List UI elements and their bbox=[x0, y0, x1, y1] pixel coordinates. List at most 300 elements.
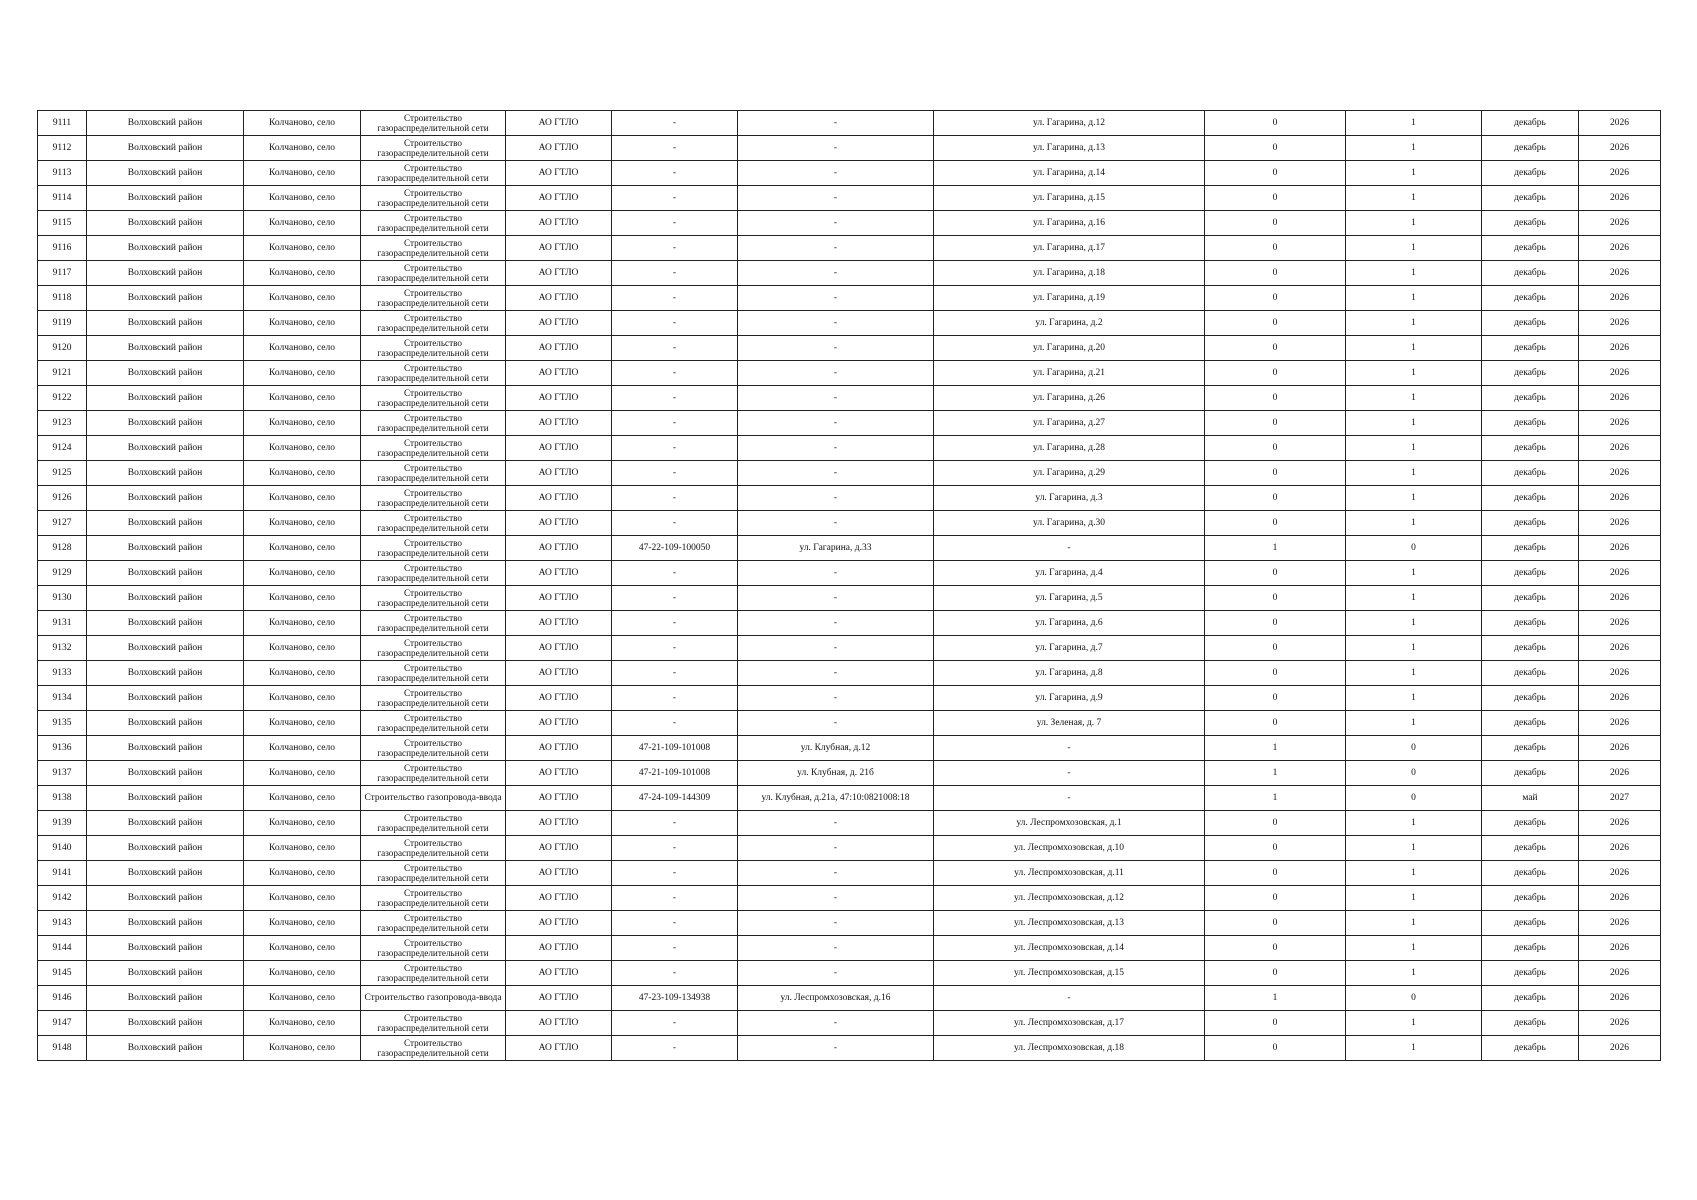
month-cell: декабрь bbox=[1482, 436, 1579, 461]
object-address-cell: - bbox=[738, 611, 934, 636]
year-cell: 2026 bbox=[1579, 1011, 1661, 1036]
object-address-cell: - bbox=[738, 336, 934, 361]
table-row bbox=[38, 486, 1661, 511]
month-cell: декабрь bbox=[1482, 136, 1579, 161]
work-type-cell: Строительство газораспределительной сети bbox=[361, 686, 506, 711]
address-cell: ул. Гагарина, д.17 bbox=[934, 236, 1205, 261]
count-b-cell: 1 bbox=[1346, 461, 1482, 486]
row-number: 9140 bbox=[38, 836, 87, 861]
organization-cell: АО ГТЛО bbox=[506, 286, 612, 311]
application-code-cell: - bbox=[612, 961, 738, 986]
table-row bbox=[38, 211, 1661, 236]
year-cell: 2026 bbox=[1579, 836, 1661, 861]
district-cell: Волховский район bbox=[87, 911, 244, 936]
object-address-cell: - bbox=[738, 661, 934, 686]
object-address-cell: - bbox=[738, 686, 934, 711]
row-number: 9147 bbox=[38, 1011, 87, 1036]
organization-cell: АО ГТЛО bbox=[506, 211, 612, 236]
year-cell: 2026 bbox=[1579, 461, 1661, 486]
month-cell: декабрь bbox=[1482, 736, 1579, 761]
work-type-cell: Строительство газораспределительной сети bbox=[361, 436, 506, 461]
locality-cell: Колчаново, село bbox=[244, 811, 361, 836]
object-address-cell: - bbox=[738, 911, 934, 936]
count-b-cell: 1 bbox=[1346, 486, 1482, 511]
work-type-cell: Строительство газораспределительной сети bbox=[361, 961, 506, 986]
object-address-cell: - bbox=[738, 636, 934, 661]
locality-cell: Колчаново, село bbox=[244, 936, 361, 961]
row-number: 9123 bbox=[38, 411, 87, 436]
work-type-cell: Строительство газораспределительной сети bbox=[361, 661, 506, 686]
year-cell: 2026 bbox=[1579, 1036, 1661, 1061]
count-b-cell: 1 bbox=[1346, 111, 1482, 136]
work-type-cell: Строительство газораспределительной сети bbox=[361, 636, 506, 661]
year-cell: 2026 bbox=[1579, 761, 1661, 786]
work-type-cell: Строительство газораспределительной сети bbox=[361, 711, 506, 736]
application-code-cell: - bbox=[612, 486, 738, 511]
application-code-cell: - bbox=[612, 1011, 738, 1036]
locality-cell: Колчаново, село bbox=[244, 911, 361, 936]
year-cell: 2026 bbox=[1579, 711, 1661, 736]
year-cell: 2026 bbox=[1579, 286, 1661, 311]
locality-cell: Колчаново, село bbox=[244, 511, 361, 536]
object-address-cell: - bbox=[738, 436, 934, 461]
work-type-cell: Строительство газораспределительной сети bbox=[361, 561, 506, 586]
count-a-cell: 0 bbox=[1205, 961, 1346, 986]
organization-cell: АО ГТЛО bbox=[506, 986, 612, 1011]
work-type-cell: Строительство газораспределительной сети bbox=[361, 161, 506, 186]
year-cell: 2026 bbox=[1579, 936, 1661, 961]
district-cell: Волховский район bbox=[87, 861, 244, 886]
count-b-cell: 0 bbox=[1346, 761, 1482, 786]
object-address-cell: - bbox=[738, 861, 934, 886]
address-cell: ул. Гагарина, д.7 bbox=[934, 636, 1205, 661]
object-address-cell: - bbox=[738, 936, 934, 961]
table-body bbox=[38, 111, 1661, 1061]
locality-cell: Колчаново, село bbox=[244, 536, 361, 561]
district-cell: Волховский район bbox=[87, 161, 244, 186]
count-a-cell: 0 bbox=[1205, 1011, 1346, 1036]
table-row bbox=[38, 661, 1661, 686]
district-cell: Волховский район bbox=[87, 686, 244, 711]
address-cell: ул. Гагарина, д.3 bbox=[934, 486, 1205, 511]
count-b-cell: 1 bbox=[1346, 561, 1482, 586]
organization-cell: АО ГТЛО bbox=[506, 386, 612, 411]
table-row bbox=[38, 611, 1661, 636]
work-type-cell: Строительство газораспределительной сети bbox=[361, 886, 506, 911]
application-code-cell: - bbox=[612, 386, 738, 411]
organization-cell: АО ГТЛО bbox=[506, 336, 612, 361]
application-code-cell: - bbox=[612, 436, 738, 461]
year-cell: 2026 bbox=[1579, 186, 1661, 211]
table-row bbox=[38, 886, 1661, 911]
address-cell: ул. Гагарина, д.5 bbox=[934, 586, 1205, 611]
object-address-cell: - bbox=[738, 311, 934, 336]
year-cell: 2026 bbox=[1579, 411, 1661, 436]
row-number: 9120 bbox=[38, 336, 87, 361]
work-type-cell: Строительство газораспределительной сети bbox=[361, 411, 506, 436]
application-code-cell: 47-24-109-144309 bbox=[612, 786, 738, 811]
organization-cell: АО ГТЛО bbox=[506, 911, 612, 936]
address-cell: ул. Гагарина, д.19 bbox=[934, 286, 1205, 311]
count-a-cell: 0 bbox=[1205, 336, 1346, 361]
work-type-cell: Строительство газораспределительной сети bbox=[361, 261, 506, 286]
count-a-cell: 0 bbox=[1205, 161, 1346, 186]
year-cell: 2026 bbox=[1579, 361, 1661, 386]
count-b-cell: 1 bbox=[1346, 611, 1482, 636]
organization-cell: АО ГТЛО bbox=[506, 136, 612, 161]
organization-cell: АО ГТЛО bbox=[506, 586, 612, 611]
count-a-cell: 0 bbox=[1205, 936, 1346, 961]
address-cell: ул. Гагарина, д.2 bbox=[934, 311, 1205, 336]
row-number: 9122 bbox=[38, 386, 87, 411]
organization-cell: АО ГТЛО bbox=[506, 486, 612, 511]
object-address-cell: - bbox=[738, 111, 934, 136]
table-row bbox=[38, 736, 1661, 761]
count-b-cell: 1 bbox=[1346, 1011, 1482, 1036]
work-type-cell: Строительство газораспределительной сети bbox=[361, 461, 506, 486]
locality-cell: Колчаново, село bbox=[244, 986, 361, 1011]
year-cell: 2026 bbox=[1579, 961, 1661, 986]
application-code-cell: - bbox=[612, 686, 738, 711]
address-cell: - bbox=[934, 736, 1205, 761]
application-code-cell: - bbox=[612, 586, 738, 611]
count-b-cell: 1 bbox=[1346, 511, 1482, 536]
count-a-cell: 1 bbox=[1205, 736, 1346, 761]
district-cell: Волховский район bbox=[87, 211, 244, 236]
organization-cell: АО ГТЛО bbox=[506, 261, 612, 286]
organization-cell: АО ГТЛО bbox=[506, 836, 612, 861]
district-cell: Волховский район bbox=[87, 961, 244, 986]
district-cell: Волховский район bbox=[87, 261, 244, 286]
month-cell: декабрь bbox=[1482, 186, 1579, 211]
district-cell: Волховский район bbox=[87, 136, 244, 161]
object-address-cell: ул. Клубная, д.21а, 47:10:0821008:18 bbox=[738, 786, 934, 811]
locality-cell: Колчаново, село bbox=[244, 711, 361, 736]
count-a-cell: 0 bbox=[1205, 261, 1346, 286]
month-cell: декабрь bbox=[1482, 686, 1579, 711]
district-cell: Волховский район bbox=[87, 386, 244, 411]
address-cell: ул. Гагарина, д.28 bbox=[934, 436, 1205, 461]
count-b-cell: 1 bbox=[1346, 386, 1482, 411]
locality-cell: Колчаново, село bbox=[244, 636, 361, 661]
address-cell: ул. Леспромхозовская, д.12 bbox=[934, 886, 1205, 911]
object-address-cell: - bbox=[738, 836, 934, 861]
locality-cell: Колчаново, село bbox=[244, 361, 361, 386]
locality-cell: Колчаново, село bbox=[244, 311, 361, 336]
count-b-cell: 1 bbox=[1346, 136, 1482, 161]
work-type-cell: Строительство газораспределительной сети bbox=[361, 311, 506, 336]
application-code-cell: - bbox=[612, 811, 738, 836]
locality-cell: Колчаново, село bbox=[244, 161, 361, 186]
locality-cell: Колчаново, село bbox=[244, 1011, 361, 1036]
month-cell: декабрь bbox=[1482, 311, 1579, 336]
month-cell: декабрь bbox=[1482, 911, 1579, 936]
year-cell: 2026 bbox=[1579, 486, 1661, 511]
locality-cell: Колчаново, село bbox=[244, 761, 361, 786]
row-number: 9129 bbox=[38, 561, 87, 586]
month-cell: декабрь bbox=[1482, 611, 1579, 636]
application-code-cell: - bbox=[612, 836, 738, 861]
district-cell: Волховский район bbox=[87, 186, 244, 211]
month-cell: декабрь bbox=[1482, 486, 1579, 511]
month-cell: декабрь bbox=[1482, 636, 1579, 661]
year-cell: 2026 bbox=[1579, 261, 1661, 286]
table-row bbox=[38, 561, 1661, 586]
count-a-cell: 0 bbox=[1205, 686, 1346, 711]
locality-cell: Колчаново, село bbox=[244, 686, 361, 711]
organization-cell: АО ГТЛО bbox=[506, 886, 612, 911]
district-cell: Волховский район bbox=[87, 511, 244, 536]
address-cell: ул. Гагарина, д.20 bbox=[934, 336, 1205, 361]
year-cell: 2026 bbox=[1579, 436, 1661, 461]
row-number: 9144 bbox=[38, 936, 87, 961]
count-a-cell: 0 bbox=[1205, 236, 1346, 261]
object-address-cell: - bbox=[738, 511, 934, 536]
row-number: 9138 bbox=[38, 786, 87, 811]
table-row bbox=[38, 686, 1661, 711]
month-cell: декабрь bbox=[1482, 761, 1579, 786]
organization-cell: АО ГТЛО bbox=[506, 686, 612, 711]
year-cell: 2026 bbox=[1579, 111, 1661, 136]
year-cell: 2026 bbox=[1579, 611, 1661, 636]
count-b-cell: 1 bbox=[1346, 411, 1482, 436]
object-address-cell: - bbox=[738, 186, 934, 211]
organization-cell: АО ГТЛО bbox=[506, 786, 612, 811]
count-a-cell: 0 bbox=[1205, 136, 1346, 161]
address-cell: ул. Леспромхозовская, д.14 bbox=[934, 936, 1205, 961]
row-number: 9130 bbox=[38, 586, 87, 611]
year-cell: 2026 bbox=[1579, 511, 1661, 536]
district-cell: Волховский район bbox=[87, 661, 244, 686]
count-a-cell: 0 bbox=[1205, 361, 1346, 386]
count-a-cell: 0 bbox=[1205, 461, 1346, 486]
work-type-cell: Строительство газораспределительной сети bbox=[361, 1036, 506, 1061]
district-cell: Волховский район bbox=[87, 286, 244, 311]
month-cell: декабрь bbox=[1482, 236, 1579, 261]
row-number: 9119 bbox=[38, 311, 87, 336]
count-a-cell: 0 bbox=[1205, 636, 1346, 661]
row-number: 9115 bbox=[38, 211, 87, 236]
organization-cell: АО ГТЛО bbox=[506, 111, 612, 136]
year-cell: 2026 bbox=[1579, 986, 1661, 1011]
district-cell: Волховский район bbox=[87, 486, 244, 511]
locality-cell: Колчаново, село bbox=[244, 886, 361, 911]
row-number: 9121 bbox=[38, 361, 87, 386]
row-number: 9143 bbox=[38, 911, 87, 936]
table-row bbox=[38, 536, 1661, 561]
count-b-cell: 1 bbox=[1346, 661, 1482, 686]
month-cell: декабрь bbox=[1482, 411, 1579, 436]
district-cell: Волховский район bbox=[87, 236, 244, 261]
table-row bbox=[38, 1036, 1661, 1061]
address-cell: ул. Гагарина, д.30 bbox=[934, 511, 1205, 536]
organization-cell: АО ГТЛО bbox=[506, 411, 612, 436]
organization-cell: АО ГТЛО bbox=[506, 236, 612, 261]
work-type-cell: Строительство газораспределительной сети bbox=[361, 836, 506, 861]
application-code-cell: 47-21-109-101008 bbox=[612, 761, 738, 786]
locality-cell: Колчаново, село bbox=[244, 661, 361, 686]
work-type-cell: Строительство газораспределительной сети bbox=[361, 111, 506, 136]
row-number: 9139 bbox=[38, 811, 87, 836]
row-number: 9141 bbox=[38, 861, 87, 886]
locality-cell: Колчаново, село bbox=[244, 561, 361, 586]
year-cell: 2026 bbox=[1579, 886, 1661, 911]
year-cell: 2026 bbox=[1579, 811, 1661, 836]
application-code-cell: - bbox=[612, 861, 738, 886]
count-b-cell: 1 bbox=[1346, 311, 1482, 336]
address-cell: ул. Гагарина, д.29 bbox=[934, 461, 1205, 486]
address-cell: ул. Леспромхозовская, д.11 bbox=[934, 861, 1205, 886]
month-cell: декабрь bbox=[1482, 211, 1579, 236]
object-address-cell: - bbox=[738, 286, 934, 311]
month-cell: декабрь bbox=[1482, 511, 1579, 536]
application-code-cell: - bbox=[612, 461, 738, 486]
application-code-cell: - bbox=[612, 561, 738, 586]
district-cell: Волховский район bbox=[87, 886, 244, 911]
application-code-cell: - bbox=[612, 286, 738, 311]
locality-cell: Колчаново, село bbox=[244, 461, 361, 486]
work-type-cell: Строительство газораспределительной сети bbox=[361, 211, 506, 236]
count-b-cell: 1 bbox=[1346, 961, 1482, 986]
table-row bbox=[38, 961, 1661, 986]
work-type-cell: Строительство газораспределительной сети bbox=[361, 186, 506, 211]
count-b-cell: 1 bbox=[1346, 911, 1482, 936]
count-b-cell: 0 bbox=[1346, 736, 1482, 761]
organization-cell: АО ГТЛО bbox=[506, 1036, 612, 1061]
work-type-cell: Строительство газораспределительной сети bbox=[361, 586, 506, 611]
address-cell: - bbox=[934, 536, 1205, 561]
address-cell: - bbox=[934, 986, 1205, 1011]
table-row bbox=[38, 111, 1661, 136]
application-code-cell: - bbox=[612, 311, 738, 336]
count-a-cell: 1 bbox=[1205, 786, 1346, 811]
row-number: 9126 bbox=[38, 486, 87, 511]
year-cell: 2026 bbox=[1579, 236, 1661, 261]
row-number: 9128 bbox=[38, 536, 87, 561]
gasification-table bbox=[37, 110, 1661, 1061]
object-address-cell: - bbox=[738, 386, 934, 411]
district-cell: Волховский район bbox=[87, 1036, 244, 1061]
count-a-cell: 0 bbox=[1205, 611, 1346, 636]
organization-cell: АО ГТЛО bbox=[506, 461, 612, 486]
month-cell: декабрь bbox=[1482, 961, 1579, 986]
address-cell: - bbox=[934, 761, 1205, 786]
row-number: 9117 bbox=[38, 261, 87, 286]
table-row bbox=[38, 136, 1661, 161]
work-type-cell: Строительство газораспределительной сети bbox=[361, 336, 506, 361]
application-code-cell: - bbox=[612, 886, 738, 911]
year-cell: 2026 bbox=[1579, 586, 1661, 611]
address-cell: ул. Гагарина, д.13 bbox=[934, 136, 1205, 161]
count-a-cell: 0 bbox=[1205, 836, 1346, 861]
table-row bbox=[38, 361, 1661, 386]
table-row bbox=[38, 1011, 1661, 1036]
organization-cell: АО ГТЛО bbox=[506, 736, 612, 761]
table-row bbox=[38, 286, 1661, 311]
organization-cell: АО ГТЛО bbox=[506, 561, 612, 586]
table-row bbox=[38, 236, 1661, 261]
object-address-cell: - bbox=[738, 411, 934, 436]
year-cell: 2026 bbox=[1579, 736, 1661, 761]
organization-cell: АО ГТЛО bbox=[506, 536, 612, 561]
locality-cell: Колчаново, село bbox=[244, 211, 361, 236]
month-cell: декабрь bbox=[1482, 361, 1579, 386]
work-type-cell: Строительство газораспределительной сети bbox=[361, 911, 506, 936]
object-address-cell: - bbox=[738, 886, 934, 911]
address-cell: ул. Гагарина, д.9 bbox=[934, 686, 1205, 711]
month-cell: декабрь bbox=[1482, 386, 1579, 411]
application-code-cell: 47-22-109-100050 bbox=[612, 536, 738, 561]
district-cell: Волховский район bbox=[87, 811, 244, 836]
year-cell: 2026 bbox=[1579, 386, 1661, 411]
application-code-cell: 47-21-109-101008 bbox=[612, 736, 738, 761]
month-cell: декабрь bbox=[1482, 111, 1579, 136]
object-address-cell: - bbox=[738, 361, 934, 386]
count-b-cell: 1 bbox=[1346, 1036, 1482, 1061]
address-cell: ул. Леспромхозовская, д.1 bbox=[934, 811, 1205, 836]
locality-cell: Колчаново, село bbox=[244, 436, 361, 461]
row-number: 9131 bbox=[38, 611, 87, 636]
address-cell: ул. Гагарина, д.12 bbox=[934, 111, 1205, 136]
table-row bbox=[38, 586, 1661, 611]
address-cell: ул. Гагарина, д.6 bbox=[934, 611, 1205, 636]
work-type-cell: Строительство газораспределительной сети bbox=[361, 811, 506, 836]
count-a-cell: 0 bbox=[1205, 186, 1346, 211]
month-cell: декабрь bbox=[1482, 986, 1579, 1011]
month-cell: декабрь bbox=[1482, 286, 1579, 311]
month-cell: декабрь bbox=[1482, 886, 1579, 911]
month-cell: декабрь bbox=[1482, 461, 1579, 486]
locality-cell: Колчаново, село bbox=[244, 586, 361, 611]
year-cell: 2026 bbox=[1579, 561, 1661, 586]
locality-cell: Колчаново, село bbox=[244, 736, 361, 761]
locality-cell: Колчаново, село bbox=[244, 111, 361, 136]
row-number: 9146 bbox=[38, 986, 87, 1011]
district-cell: Волховский район bbox=[87, 1011, 244, 1036]
count-b-cell: 1 bbox=[1346, 686, 1482, 711]
locality-cell: Колчаново, село bbox=[244, 836, 361, 861]
count-a-cell: 1 bbox=[1205, 536, 1346, 561]
year-cell: 2026 bbox=[1579, 861, 1661, 886]
locality-cell: Колчаново, село bbox=[244, 961, 361, 986]
year-cell: 2026 bbox=[1579, 136, 1661, 161]
application-code-cell: - bbox=[612, 411, 738, 436]
table-row bbox=[38, 311, 1661, 336]
district-cell: Волховский район bbox=[87, 636, 244, 661]
table-row bbox=[38, 711, 1661, 736]
year-cell: 2026 bbox=[1579, 161, 1661, 186]
count-a-cell: 0 bbox=[1205, 661, 1346, 686]
organization-cell: АО ГТЛО bbox=[506, 311, 612, 336]
row-number: 9114 bbox=[38, 186, 87, 211]
object-address-cell: - bbox=[738, 236, 934, 261]
work-type-cell: Строительство газораспределительной сети bbox=[361, 386, 506, 411]
address-cell: ул. Гагарина, д.26 bbox=[934, 386, 1205, 411]
row-number: 9125 bbox=[38, 461, 87, 486]
count-b-cell: 1 bbox=[1346, 586, 1482, 611]
application-code-cell: - bbox=[612, 936, 738, 961]
object-address-cell: - bbox=[738, 1011, 934, 1036]
work-type-cell: Строительство газопровода-ввода bbox=[361, 986, 506, 1011]
row-number: 9145 bbox=[38, 961, 87, 986]
count-a-cell: 0 bbox=[1205, 711, 1346, 736]
row-number: 9118 bbox=[38, 286, 87, 311]
work-type-cell: Строительство газораспределительной сети bbox=[361, 236, 506, 261]
count-a-cell: 0 bbox=[1205, 511, 1346, 536]
table-row bbox=[38, 161, 1661, 186]
object-address-cell: - bbox=[738, 1036, 934, 1061]
object-address-cell: - bbox=[738, 961, 934, 986]
